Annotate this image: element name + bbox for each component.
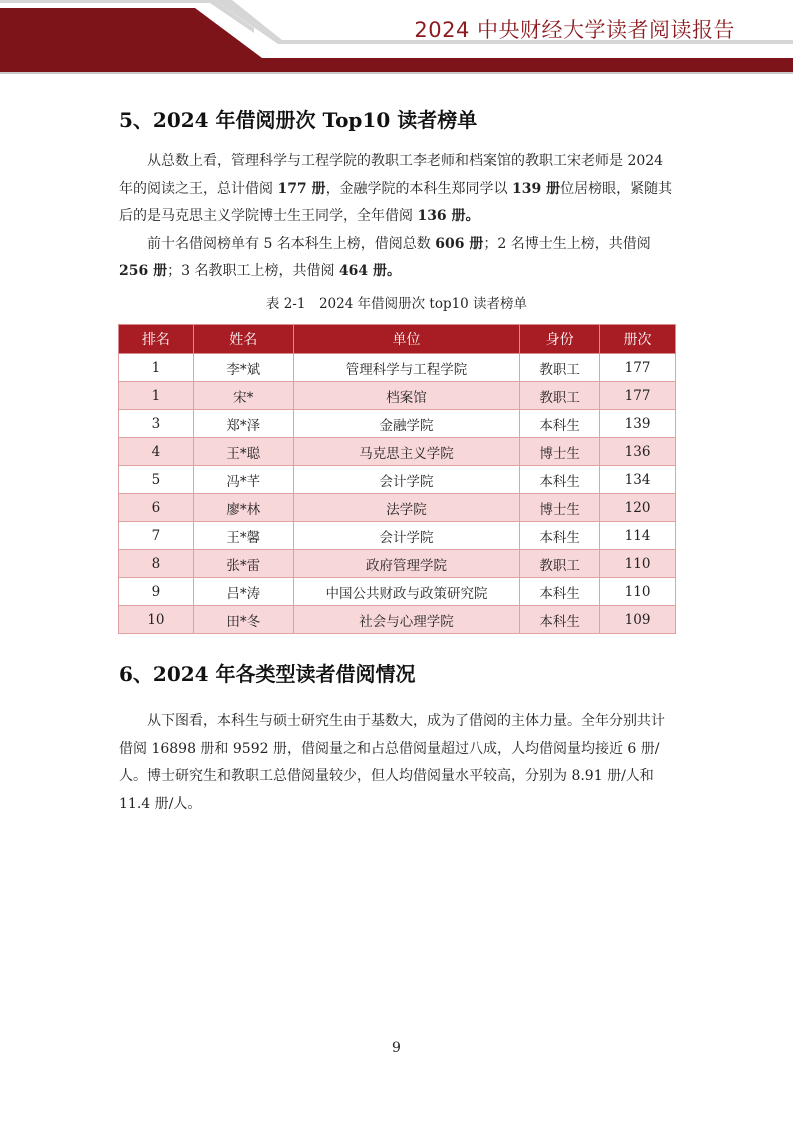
section-6-body	[119, 708, 675, 818]
cell-rank: 3	[119, 410, 194, 438]
cell-unit: 管理科学与工程学院	[293, 354, 520, 382]
cell-identity: 本科生	[520, 410, 600, 438]
section-5-paragraph-1: 从总数上看，管理科学与工程学院的教职工李老师和档案馆的教职工宋老师是 2024 年的阅读之王，总计借阅 177 册，金融学院的本科生郑同学以 139 册位居榜眼，紧随其后的是马克思主义学院博士生王同学，全年借阅 136 册。	[119, 153, 673, 225]
cell-name: 王*馨	[193, 522, 293, 550]
cell-identity: 本科生	[520, 578, 600, 606]
cell-rank: 7	[119, 522, 194, 550]
cell-unit: 马克思主义学院	[293, 438, 520, 466]
cell-rank: 8	[119, 550, 194, 578]
table-row	[119, 410, 676, 438]
cell-count: 134	[600, 466, 676, 494]
section-5-paragraph-2: 前十名借阅榜单有 5 名本科生上榜，借阅总数 606 册；2 名博士生上榜，共借阅 256 册；3 名教职工上榜，共借阅 464 册。	[119, 235, 651, 280]
table-row	[119, 466, 676, 494]
column-header-unit: 单位	[293, 325, 520, 354]
table-header-row	[119, 325, 676, 354]
cell-count: 109	[600, 606, 676, 634]
cell-rank: 1	[119, 354, 194, 382]
table-row	[119, 382, 676, 410]
section-6-title: 6、2024 年各类型读者借阅情况	[119, 662, 416, 686]
cell-unit: 社会与心理学院	[293, 606, 520, 634]
cell-rank: 10	[119, 606, 194, 634]
report-title: 2024 中央财经大学读者阅读报告	[414, 18, 735, 42]
top10-readers-table	[118, 324, 676, 634]
table-row	[119, 606, 676, 634]
cell-identity: 本科生	[520, 522, 600, 550]
cell-unit: 会计学院	[293, 522, 520, 550]
cell-rank: 1	[119, 382, 194, 410]
cell-count: 177	[600, 354, 676, 382]
section-5-title: 5、2024 年借阅册次 Top10 读者榜单	[119, 108, 478, 132]
cell-rank: 6	[119, 494, 194, 522]
column-header-name: 姓名	[193, 325, 293, 354]
section-5-body	[119, 148, 675, 286]
cell-identity: 教职工	[520, 382, 600, 410]
cell-name: 李*斌	[193, 354, 293, 382]
cell-unit: 会计学院	[293, 466, 520, 494]
cell-count: 114	[600, 522, 676, 550]
cell-identity: 博士生	[520, 494, 600, 522]
table-row	[119, 522, 676, 550]
cell-name: 张*雷	[193, 550, 293, 578]
cell-unit: 政府管理学院	[293, 550, 520, 578]
table-row	[119, 550, 676, 578]
cell-name: 吕*涛	[193, 578, 293, 606]
table-row	[119, 438, 676, 466]
cell-count: 136	[600, 438, 676, 466]
cell-rank: 4	[119, 438, 194, 466]
cell-name: 王*聪	[193, 438, 293, 466]
cell-rank: 9	[119, 578, 194, 606]
table-row	[119, 578, 676, 606]
page-header	[0, 0, 793, 80]
cell-name: 廖*林	[193, 494, 293, 522]
cell-count: 139	[600, 410, 676, 438]
cell-unit: 档案馆	[293, 382, 520, 410]
cell-count: 177	[600, 382, 676, 410]
cell-unit: 中国公共财政与政策研究院	[293, 578, 520, 606]
table-row	[119, 494, 676, 522]
cell-count: 110	[600, 578, 676, 606]
column-header-identity: 身份	[520, 325, 600, 354]
cell-name: 冯*芊	[193, 466, 293, 494]
cell-identity: 本科生	[520, 466, 600, 494]
cell-count: 120	[600, 494, 676, 522]
cell-count: 110	[600, 550, 676, 578]
cell-unit: 金融学院	[293, 410, 520, 438]
cell-name: 田*冬	[193, 606, 293, 634]
cell-identity: 教职工	[520, 354, 600, 382]
cell-identity: 博士生	[520, 438, 600, 466]
column-header-rank: 排名	[119, 325, 194, 354]
section-6-paragraph: 从下图看，本科生与硕士研究生由于基数大，成为了借阅的主体力量。全年分别共计借阅 16898 册和 9592 册，借阅量之和占总借阅量超过八成，人均借阅量均接近 6 册/人。博士研究生和教职工总借阅量较少，但人均借阅量水平较高，分别为 8.91 册/人和 11.4 册/人。	[119, 713, 665, 812]
cell-name: 宋*	[193, 382, 293, 410]
column-header-count: 册次	[600, 325, 676, 354]
cell-identity: 教职工	[520, 550, 600, 578]
table-caption: 表 2-1 2024 年借阅册次 top10 读者榜单	[265, 296, 528, 312]
page-number: 9	[392, 1040, 401, 1056]
cell-identity: 本科生	[520, 606, 600, 634]
cell-rank: 5	[119, 466, 194, 494]
cell-name: 郑*泽	[193, 410, 293, 438]
cell-unit: 法学院	[293, 494, 520, 522]
table-row	[119, 354, 676, 382]
